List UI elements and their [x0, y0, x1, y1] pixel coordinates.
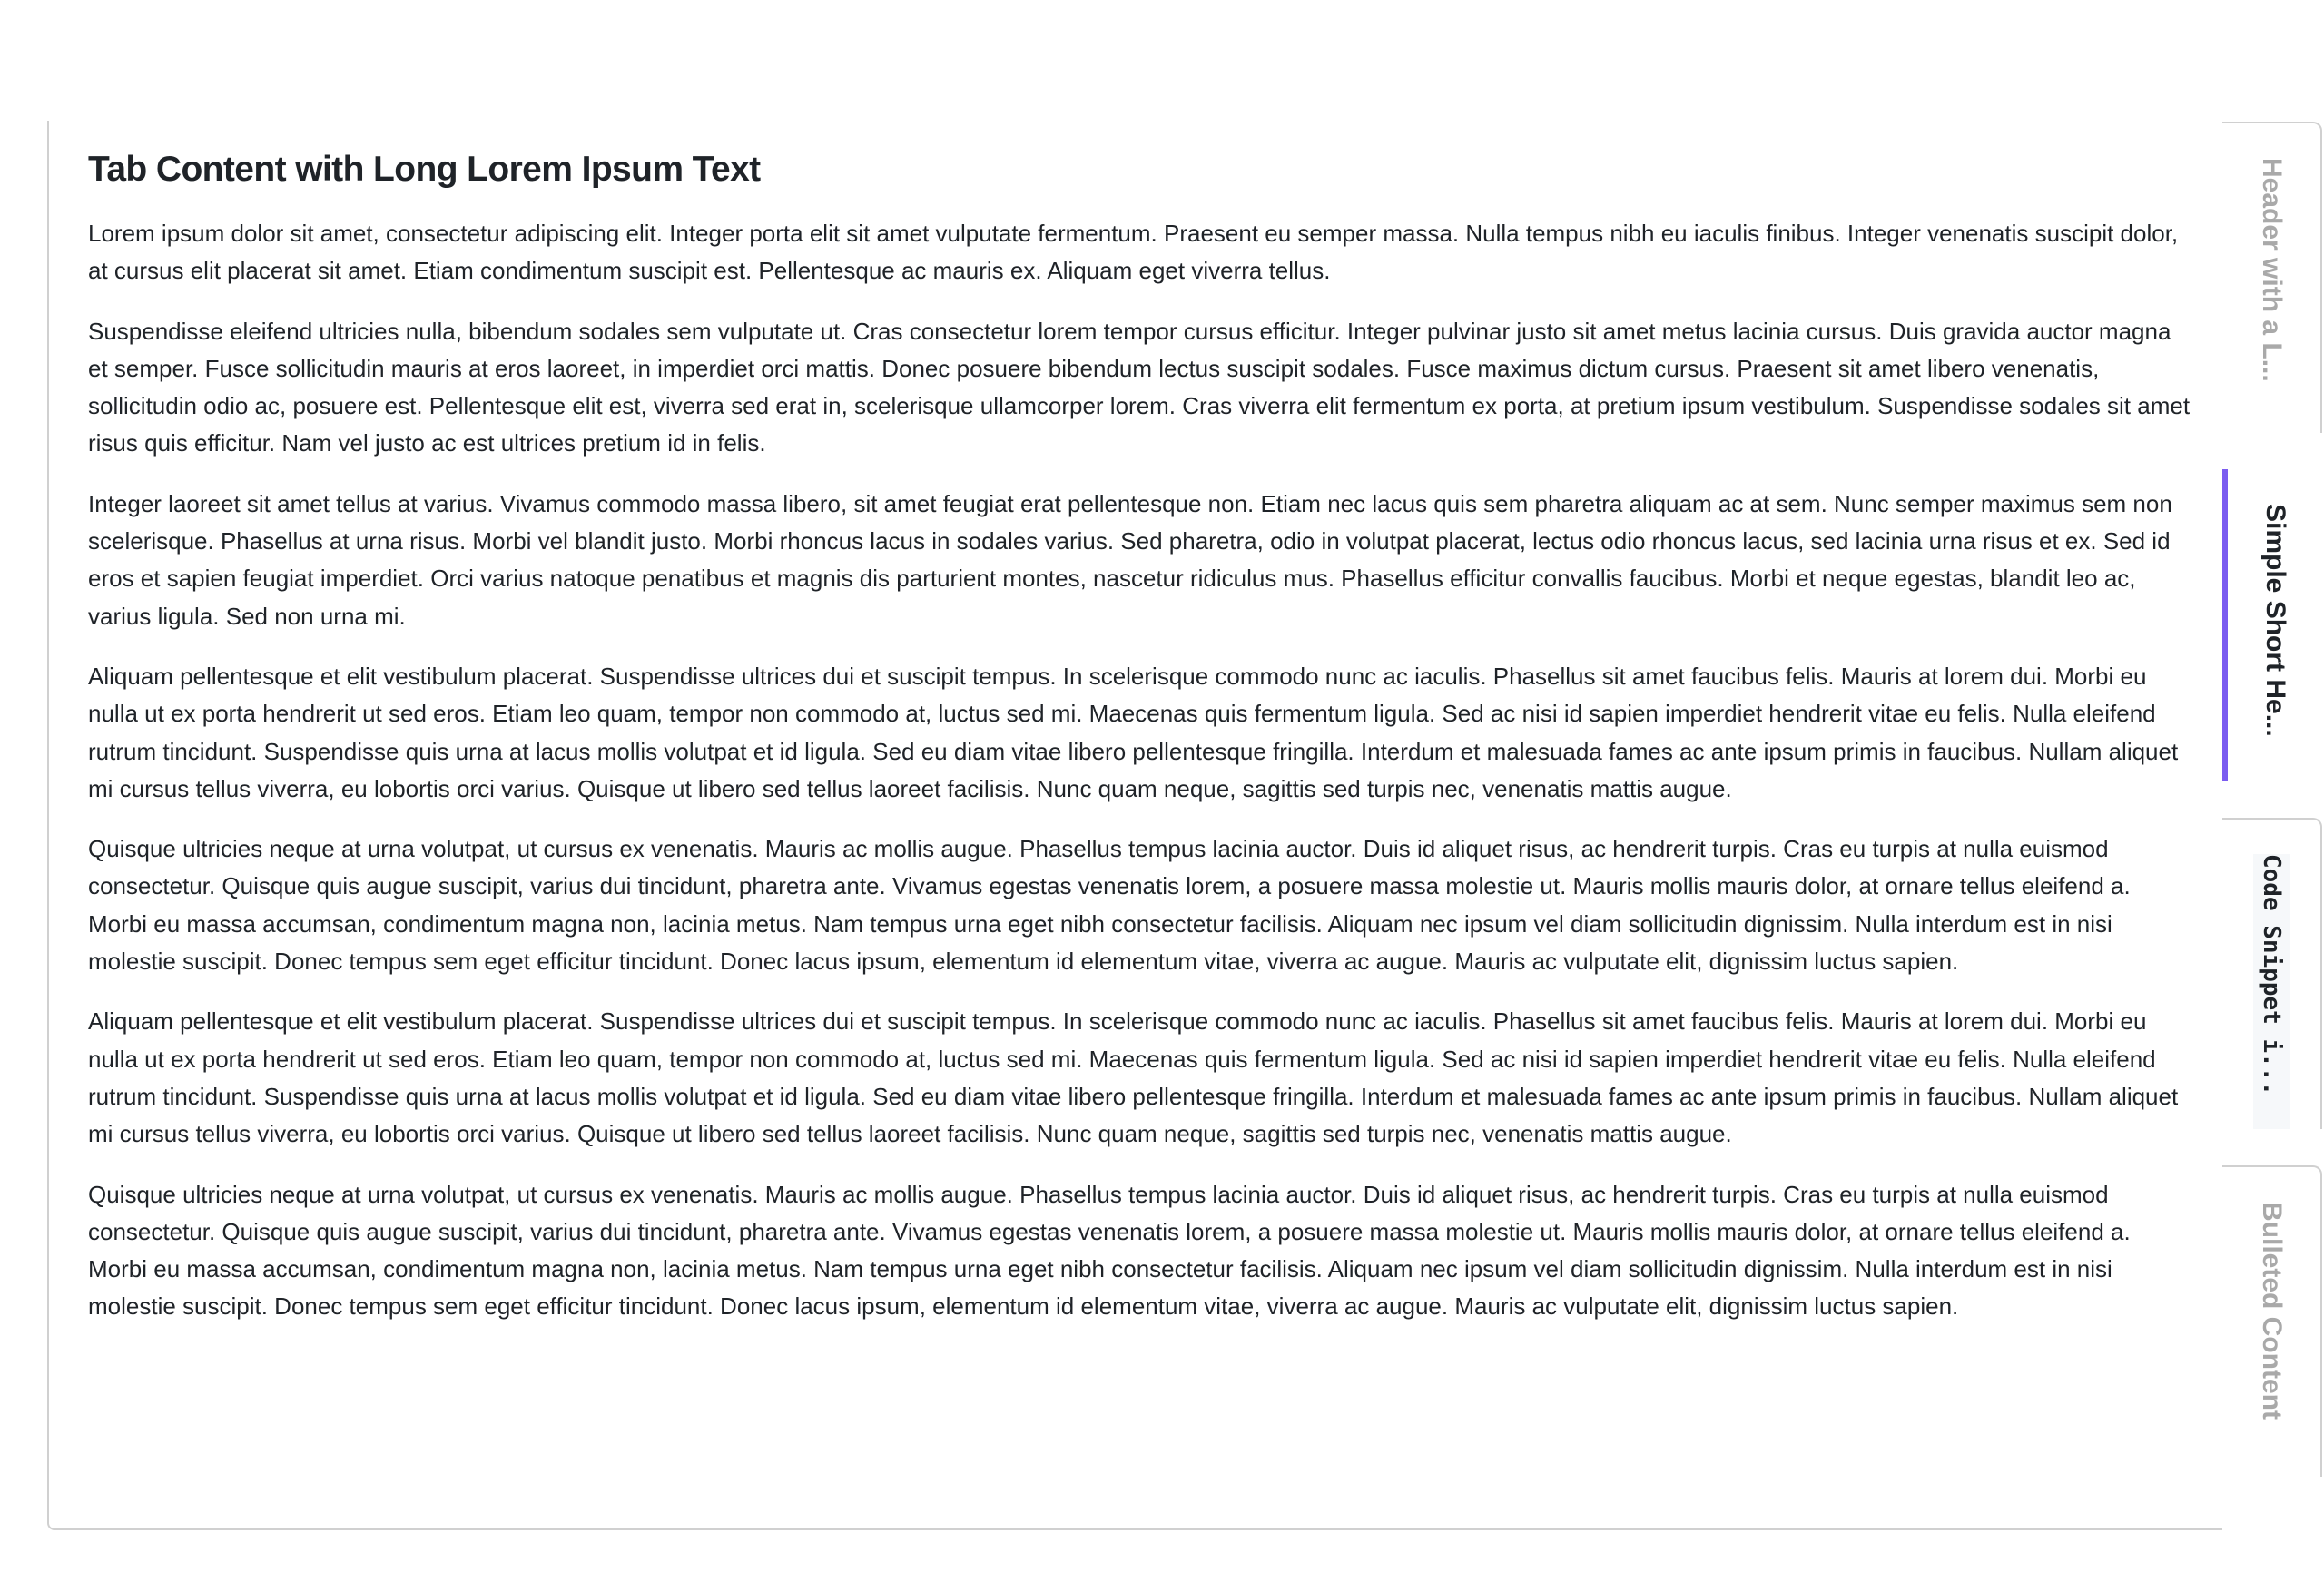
paragraph: Integer laoreet sit amet tellus at varius. Vivamus commodo massa libero, sit amet feugiat erat pellentesque non. Etiam nec lacus quis sem pharetra aliquam ac at sem. Nunc semper maximus sem non scelerisque. Phasellus at urna risus. Morbi vel blandit justo. Morbi rhoncus lacus in sodales varius. Sed pharetra, odio in volutpat placerat, lectus odio rhoncus lacus, sed lacinia urna risus et ex. Sed id eros et sapien feugiat imperdiet. Orci varius natoque penatibus et magnis dis parturient montes, nascetur ridiculus mus. Phasellus efficitur convallis faucibus. Morbi et neque egestas, blandit leo ac, varius ligula. Sed non urna mi.	[88, 489, 2172, 630]
tab-code-snippet[interactable]	[2222, 818, 2322, 1129]
tab-label: Code Snippet i...	[2253, 854, 2290, 1129]
paragraph: Lorem ipsum dolor sit amet, consectetur adipiscing elit. Integer porta elit sit amet vulputate fermentum. Praesent eu semper massa. Nulla tempus nibh eu iaculis finibus. Integer venenatis suscipit dolor, at cursus elit placerat sit amet. Etiam condimentum suscipit est. Pellentesque ac mauris ex. Aliquam eget viverra tellus.	[88, 220, 2179, 285]
paragraph: Quisque ultricies neque at urna volutpat, ut cursus ex venenatis. Mauris ac mollis augue. Phasellus tempus lacinia auctor. Duis id aliquet risus, ac hendrerit turpis. Cras eu turpis at nulla euismod consectetur. Quisque quis augue suscipit, varius dui tincidunt, pharetra ante. Vivamus egestas venenatis lorem, a posuere massa molestie ut. Mauris mollis mauris dolor, at ornare tellus eleifend a. Morbi eu massa accumsan, condimentum magna non, lacinia metus. Nam tempus urna eget nibh consectetur facilisis. Aliquam nec ipsum vel diam sollicitudin dignissim. Nulla interdum est in nisi molestie suscipit. Donec tempus sem eget efficitur tincidunt. Donec lacus ipsum, elementum id elementum vitae, viverra ac augue. Mauris ac vulputate elit, dignissim luctus sapien.	[88, 835, 2131, 976]
paragraph: Aliquam pellentesque et elit vestibulum placerat. Suspendisse ultrices dui et suscipit tempus. In scelerisque commodo nunc ac iaculis. Phasellus sit amet faucibus felis. Mauris at lorem dui. Morbi eu nulla ut ex porta hendrerit ut sed eros. Etiam leo quam, tempor non commodo at, luctus sed mi. Maecenas quis fermentum ligula. Sed ac nisi id sapien imperdiet hendrerit vitae eu felis. Nulla eleifend rutrum tincidunt. Suspendisse quis urna at lacus mollis volutpat et id ligula. Sed eu diam vitae libero pellentesque fringilla. Interdum et malesuada fames ac ante ipsum primis in faucibus. Nullam aliquet mi cursus tellus viverra, eu lobortis orci varius. Quisque ut libero sed tellus laoreet facilisis. Nunc quam neque, sagittis sed turpis nec, venenatis mattis augue.	[88, 662, 2179, 802]
panel-title: Tab Content with Long Lorem Ipsum Text	[88, 150, 761, 189]
paragraph: Suspendisse eleifend ultricies nulla, bibendum sodales sem vulputate ut. Cras consectetur lorem tempor cursus efficitur. Integer pulvinar justo sit amet metus lacinia cursus. Duis gravida auctor magna et semper. Fusce sollicitudin mauris at eros laoreet, in imperdiet orci mattis. Donec posuere bibendum lectus suscipit sodales. Fusce maximus dictum cursus. Praesent sit amet libero venenatis, sollicitudin odio ac, posuere est. Pellentesque elit est, viverra sed erat in, scelerisque ullamcorper lorem. Cras viverra elit fermentum ex porta, at pretium ipsum vestibulum. Suspendisse sodales sit amet risus quis efficitur. Nam vel justo ac est ultrices pretium id in felis.	[88, 317, 2191, 457]
tab-label: Bulleted Content	[2257, 1202, 2287, 1420]
tab-label: Simple Short He...	[2260, 504, 2290, 737]
tab-bulleted-content[interactable]	[2222, 1165, 2322, 1477]
tab-simple-short-header[interactable]	[2222, 469, 2322, 781]
paragraph: Quisque ultricies neque at urna volutpat, ut cursus ex venenatis. Mauris ac mollis augue. Phasellus tempus lacinia auctor. Duis id aliquet risus, ac hendrerit turpis. Cras eu turpis at nulla euismod consectetur. Quisque quis augue suscipit, varius dui tincidunt, pharetra ante. Vivamus egestas venenatis lorem, a posuere massa molestie ut. Mauris mollis mauris dolor, at ornare tellus eleifend a. Morbi eu massa accumsan, condimentum magna non, lacinia metus. Nam tempus urna eget nibh consectetur facilisis. Aliquam nec ipsum vel diam sollicitudin dignissim. Nulla interdum est in nisi molestie suscipit. Donec tempus sem eget efficitur tincidunt. Donec lacus ipsum, elementum id elementum vitae, viverra ac augue. Mauris ac vulputate elit, dignissim luctus sapien.	[88, 1180, 2131, 1321]
tab-label: Header with a L...	[2257, 158, 2287, 382]
tab-content-panel	[47, 121, 2222, 1530]
tab-header-with-a-long-title[interactable]	[2222, 122, 2322, 433]
paragraph: Aliquam pellentesque et elit vestibulum placerat. Suspendisse ultrices dui et suscipit tempus. In scelerisque commodo nunc ac iaculis. Phasellus sit amet faucibus felis. Mauris at lorem dui. Morbi eu nulla ut ex porta hendrerit ut sed eros. Etiam leo quam, tempor non commodo at, luctus sed mi. Maecenas quis fermentum ligula. Sed ac nisi id sapien imperdiet hendrerit vitae eu felis. Nulla eleifend rutrum tincidunt. Suspendisse quis urna at lacus mollis volutpat et id ligula. Sed eu diam vitae libero pellentesque fringilla. Interdum et malesuada fames ac ante ipsum primis in faucibus. Nullam aliquet mi cursus tellus viverra, eu lobortis orci varius. Quisque ut libero sed tellus laoreet facilisis. Nunc quam neque, sagittis sed turpis nec, venenatis mattis augue.	[88, 1007, 2179, 1148]
